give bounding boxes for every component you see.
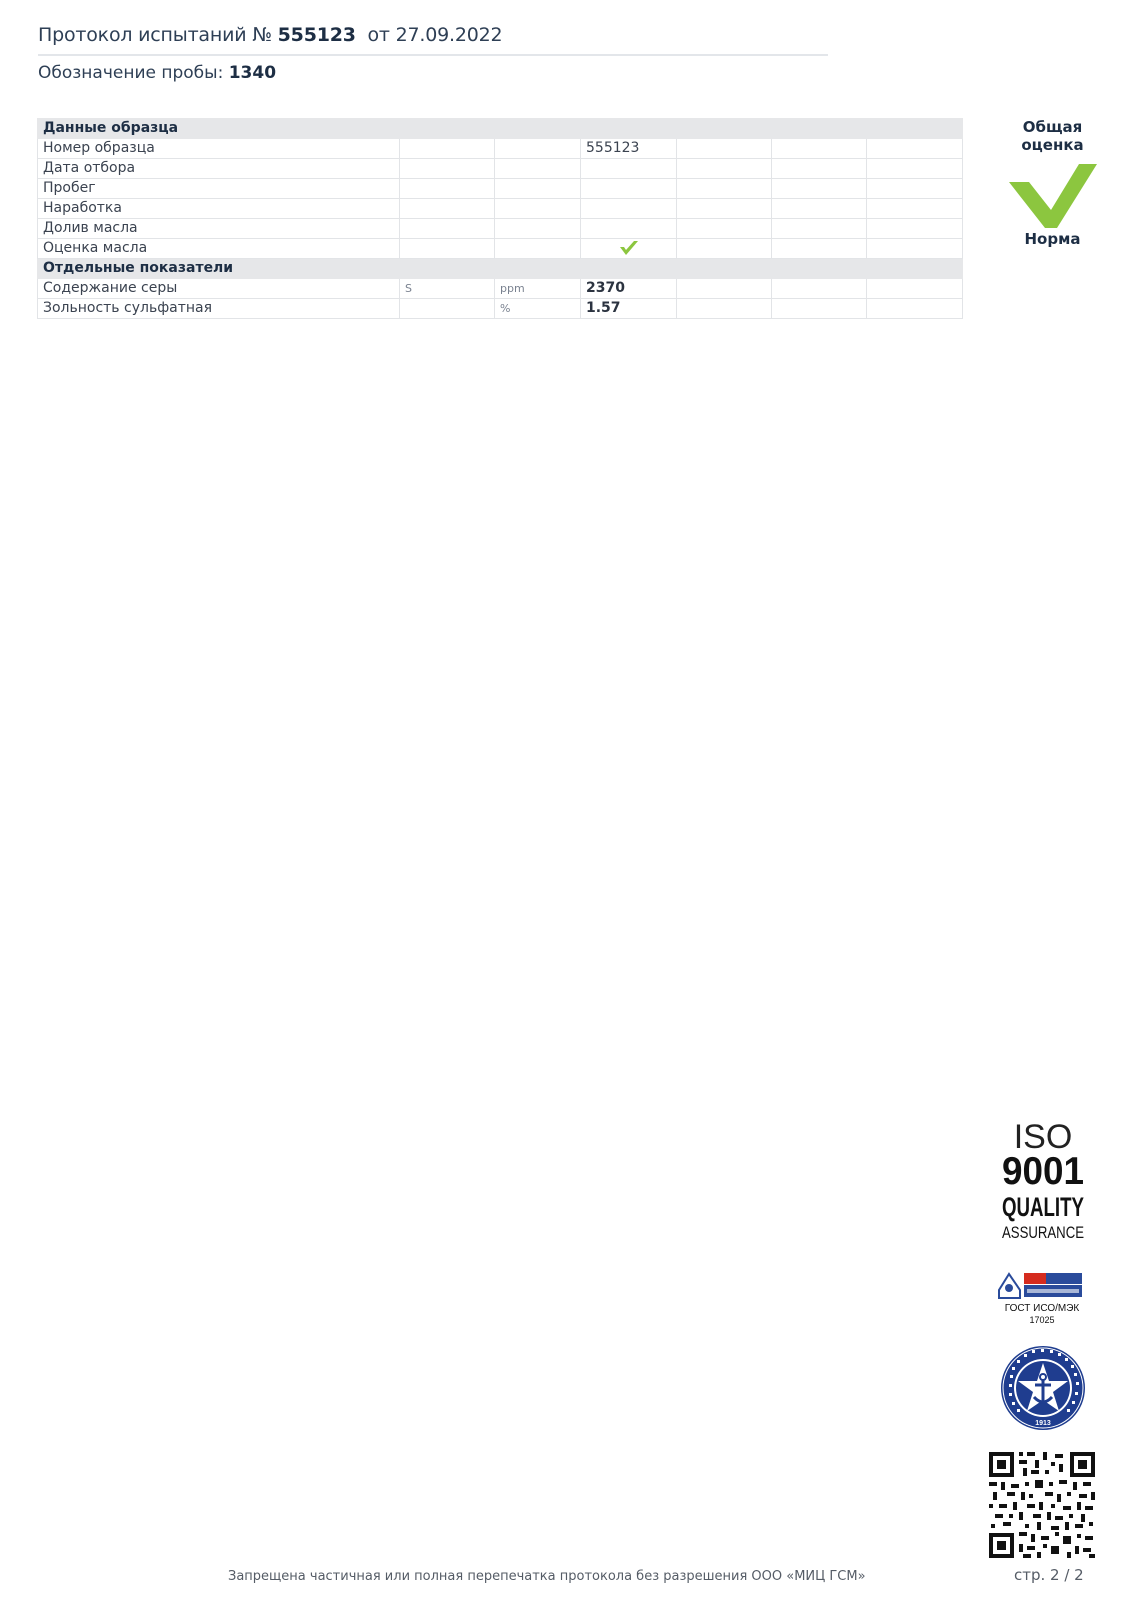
sample-designation (38, 63, 276, 83)
table-row (38, 179, 963, 199)
row-value: 2370 (581, 279, 677, 299)
row-label: Наработка (38, 199, 400, 219)
row-value (581, 179, 677, 199)
maritime-register-seal (1000, 1345, 1086, 1431)
table-row (38, 299, 963, 319)
protocol-title-prefix: Протокол испытаний № (38, 24, 272, 46)
overall-assessment-title: Общая оценка (1021, 118, 1084, 154)
check-icon (619, 240, 639, 256)
row-label: Содержание серы (38, 279, 400, 299)
protocol-date: от 27.09.2022 (367, 24, 503, 46)
row-unit: % (495, 299, 581, 319)
overall-assessment (990, 118, 1115, 248)
section-header-sample-data (38, 119, 963, 139)
row-value (581, 159, 677, 179)
svg-text:ISO: ISO (1013, 1118, 1073, 1156)
table-row (38, 139, 963, 159)
row-label: Долив масла (38, 219, 400, 239)
section-header-indicators (38, 259, 963, 279)
table-row (38, 219, 963, 239)
svg-text:17025: 17025 (1029, 1315, 1055, 1325)
row-value: 555123 (581, 139, 677, 159)
svg-text:QUALITY: QUALITY (1002, 1192, 1084, 1222)
sample-designation-label: Обозначение пробы: (38, 63, 224, 83)
check-icon (1009, 164, 1097, 228)
iso-9001-logo (1000, 1120, 1086, 1242)
page-number: стр. 2 / 2 (1014, 1566, 1084, 1584)
results-table (37, 118, 963, 319)
svg-text:9001: 9001 (1002, 1150, 1084, 1193)
row-value: 1.57 (581, 299, 677, 319)
row-value (581, 219, 677, 239)
row-label: Номер образца (38, 139, 400, 159)
row-label: Дата отбора (38, 159, 400, 179)
protocol-title (38, 24, 502, 46)
oil-rating-cell (581, 239, 677, 259)
table-row (38, 279, 963, 299)
overall-status: Норма (1024, 230, 1081, 248)
row-label: Оценка масла (38, 239, 400, 259)
section-title: Данные образца (38, 119, 400, 139)
copyright-notice: Запрещена частичная или полная перепечатка протокола без разрешения ООО «МИЦ ГСМ» (228, 1569, 866, 1584)
row-unit: ppm (495, 279, 581, 299)
row-label: Зольность сульфатная (38, 299, 400, 319)
protocol-number: 555123 (277, 24, 356, 46)
svg-text:1913: 1913 (1035, 1420, 1051, 1427)
accreditation-logo (998, 1270, 1086, 1328)
section-title: Отдельные показатели (38, 259, 400, 279)
table-row (38, 239, 963, 259)
header-divider (38, 54, 828, 56)
qr-code (989, 1452, 1095, 1558)
row-value (581, 199, 677, 219)
table-row (38, 199, 963, 219)
row-label: Пробег (38, 179, 400, 199)
sample-designation-value: 1340 (228, 63, 277, 83)
svg-text:ГОСТ ИСО/МЭК: ГОСТ ИСО/МЭК (1004, 1303, 1080, 1314)
row-symbol: S (400, 279, 495, 299)
svg-text:ASSURANCE: ASSURANCE (1002, 1223, 1084, 1242)
table-row (38, 159, 963, 179)
row-symbol (400, 299, 495, 319)
